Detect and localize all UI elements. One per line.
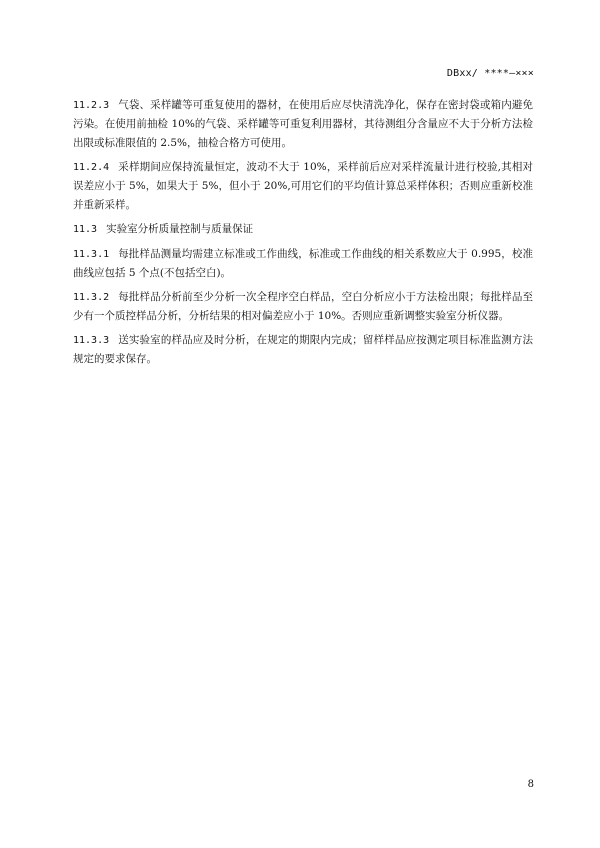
page-number: 8 — [527, 779, 534, 790]
clause-number: 11.3.1 — [73, 249, 110, 260]
clause-number: 11.3.3 — [73, 335, 110, 346]
document-body — [73, 96, 533, 374]
clause-11-2-4 — [73, 158, 533, 215]
clause-text: 每批样品测量均需建立标准或工作曲线，标准或工作曲线的相关系数应大于 0.995，校准曲线应包括 5 个点(不包括空白)。 — [73, 248, 533, 279]
clause-text: 气袋、采样罐等可重复使用的器材，在使用后应尽快清洗净化，保存在密封袋或箱内避免污染。在使用前抽检 10%的气袋、采样罐等可重复利用器材，其待测组分含量应不大于分析方法检出限或标准限值的 2.5%，抽检合格方可使用。 — [73, 99, 533, 149]
clause-number: 11.2.4 — [73, 162, 110, 173]
clause-text: 每批样品分析前至少分析一次全程序空白样品，空白分析应小于方法检出限；每批样品至少有一个质控样品分析，分析结果的相对偏差应小于 10%。否则应重新调整实验室分析仪器。 — [73, 291, 533, 322]
clause-11-3-1 — [73, 245, 533, 283]
clause-text: 送实验室的样品应及时分析，在规定的期限内完成；留样样品应按测定项目标准监测方法规定的要求保存。 — [73, 334, 533, 365]
clause-number: 11.3.2 — [73, 292, 110, 303]
clause-11-2-3 — [73, 96, 533, 153]
section-heading-11-3 — [73, 220, 533, 239]
clause-11-3-3 — [73, 331, 533, 369]
clause-11-3-2 — [73, 288, 533, 326]
section-title: 实验室分析质量控制与质量保证 — [106, 223, 254, 235]
clause-text: 采样期间应保持流量恒定，波动不大于 10%，采样前后应对采样流量计进行校验,其相对误差应小于 5%，如果大于 5%，但小于 20%,可用它们的平均值计算总采样体积；否则应重新校准并重新采样。 — [73, 161, 533, 211]
document-code-header: DBxx/ ****—××× — [446, 68, 534, 79]
clause-number: 11.2.3 — [73, 100, 110, 111]
section-number: 11.3 — [73, 224, 98, 235]
